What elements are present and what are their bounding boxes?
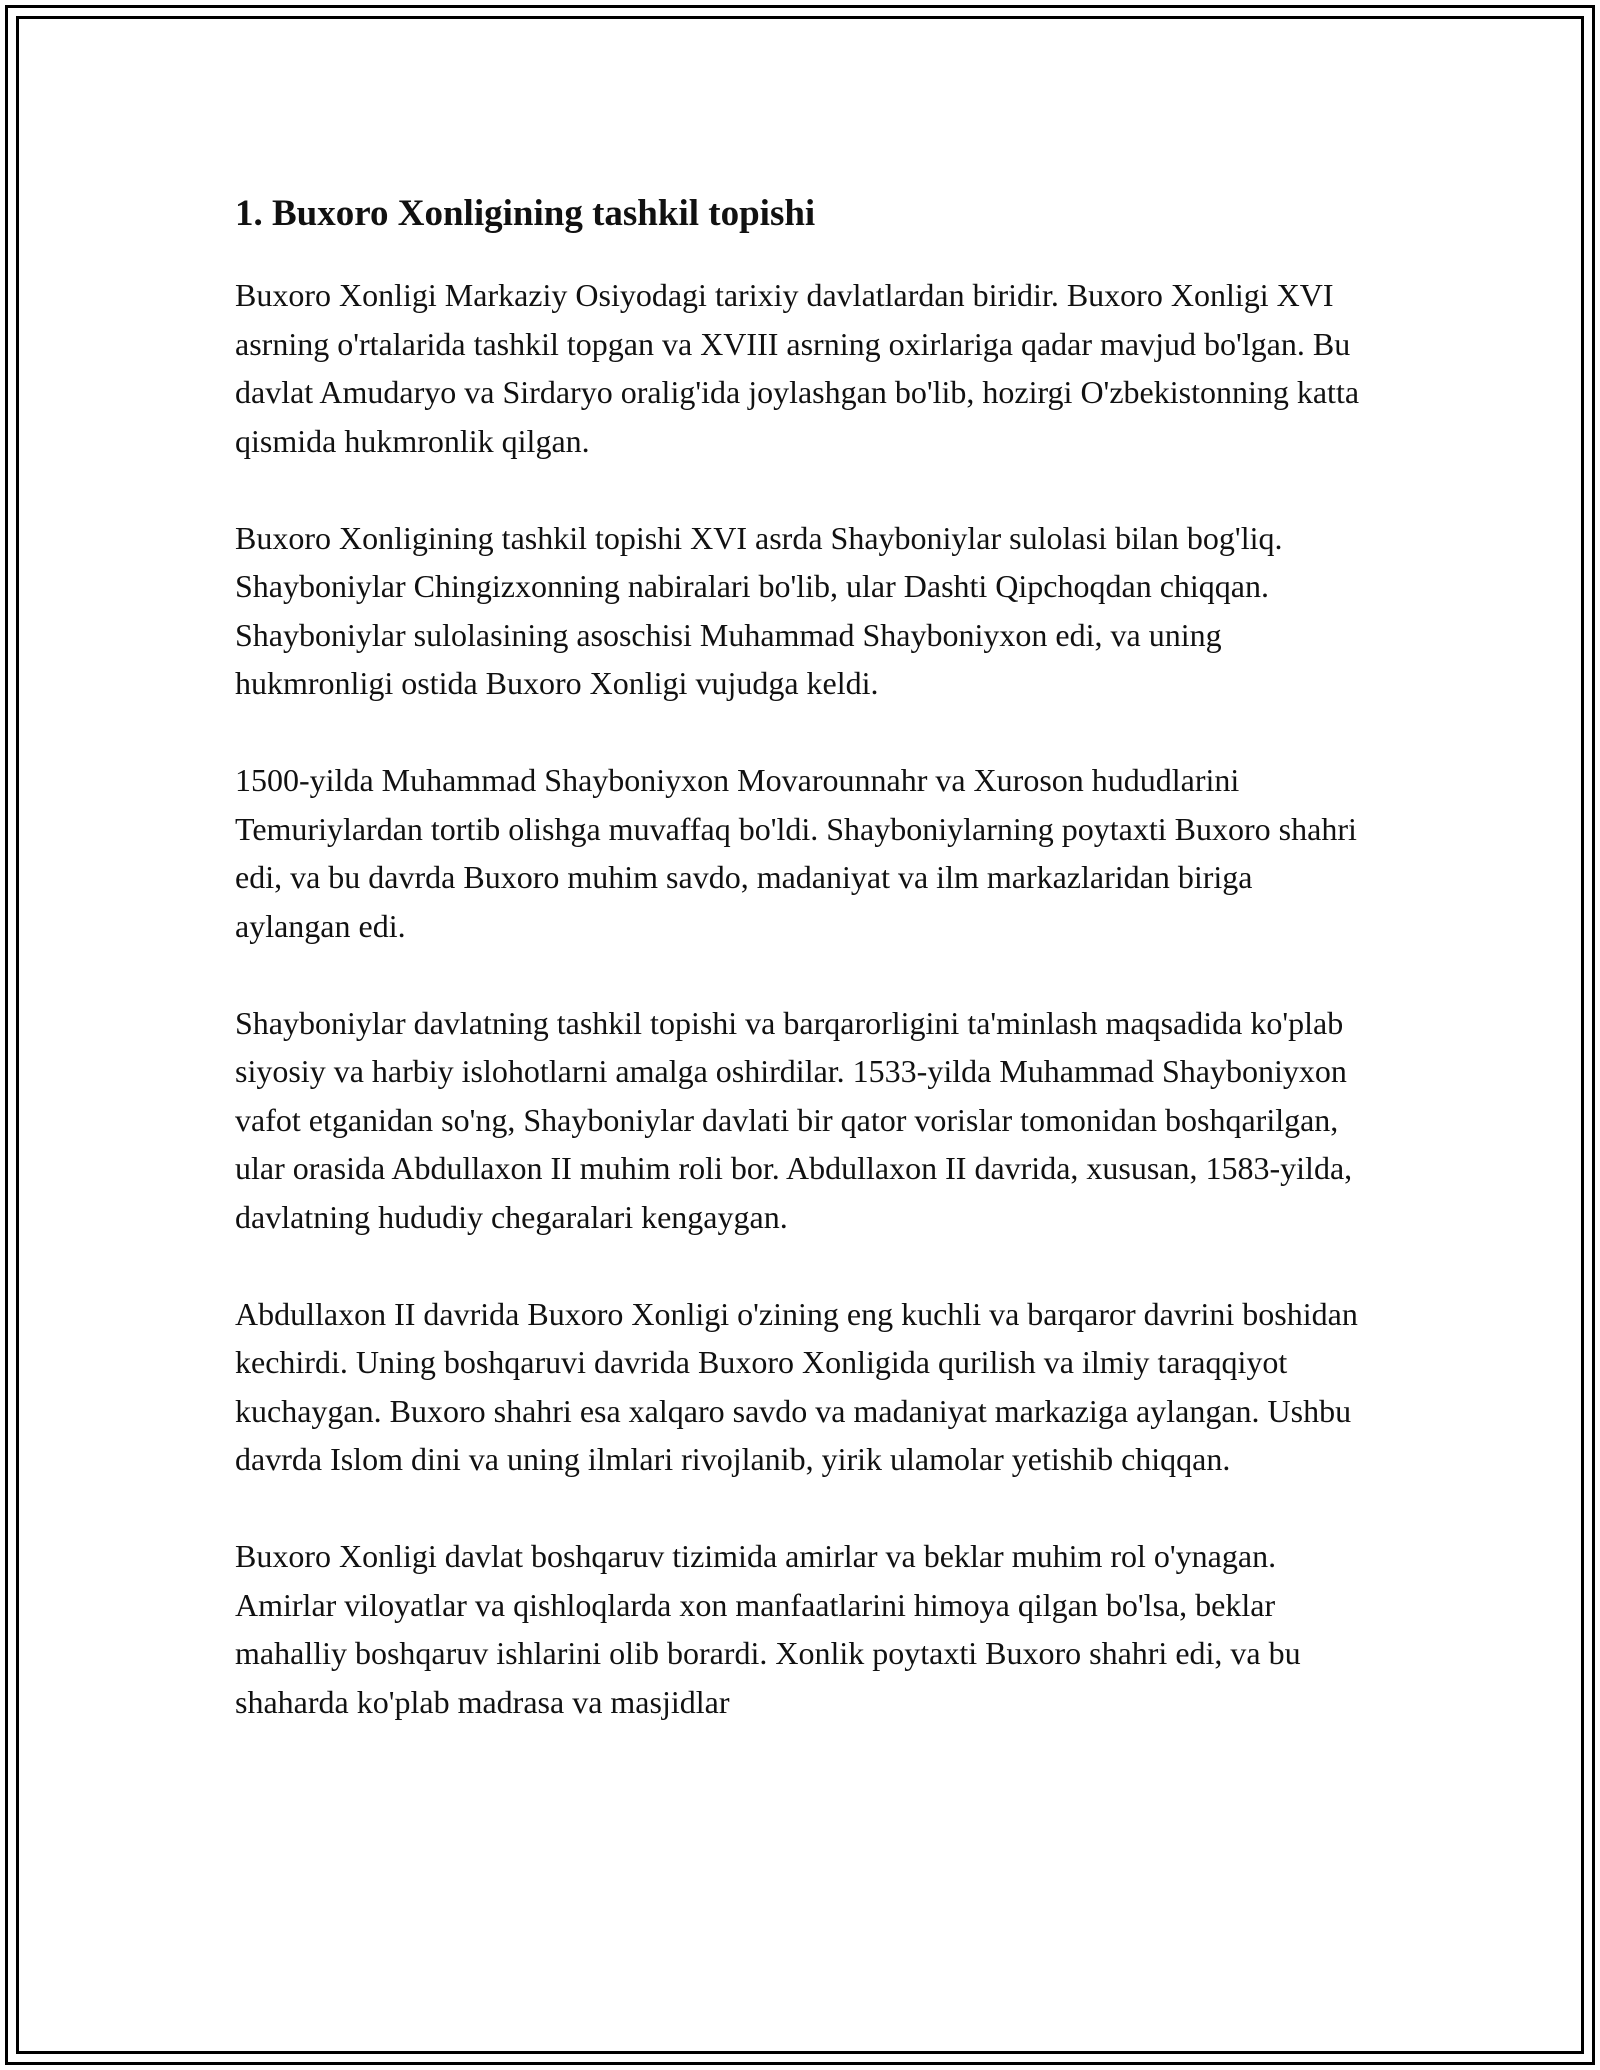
paragraph-1: Buxoro Xonligi Markaziy Osiyodagi tarixiy davlatlardan biridir. Buxoro Xonligi XVI asrning o'rtalarida tashkil topgan va XVIII asrning oxirlariga qadar mavjud bo'lgan. Bu davlat Amudaryo va Sirdaryo oralig'ida joylashgan bo'lib, hozirgi O'zbekistonning katta qismida hukmronlik qilgan.	[235, 277, 1360, 459]
paragraph-5: Abdullaxon II davrida Buxoro Xonligi o'zining eng kuchli va barqaror davrini boshidan kechirdi. Uning boshqaruvi davrida Buxoro Xonligida qurilish va ilmiy taraqqiyot kuchaygan. Buxoro shahri esa xalqaro savdo va madaniyat markaziga aylangan. Ushbu davrda Islom dini va uning ilmlari rivojlanib, yirik ulamolar yetishib chiqqan.	[235, 1295, 1358, 1477]
paragraph-6: Buxoro Xonligi davlat boshqaruv tizimida amirlar va beklar muhim rol o'ynagan. Amirlar viloyatlar va qishloqlarda xon manfaatlarini himoya qilgan bo'lsa, beklar mahalliy boshqaruv ishlarini olib borardi. Xonlik poytaxti Buxoro shahri edi, va bu shaharda ko'plab madrasa va masjidlar	[235, 1538, 1301, 1720]
paragraph-4: Shayboniylar davlatning tashkil topishi va barqarorligini ta'minlash maqsadida ko'plab siyosiy va harbiy islohotlarni amalga oshirdilar. 1533-yilda Muhammad Shayboniyxon vafot etganidan so'ng, Shayboniylar davlati bir qator vorislar tomonidan boshqarilgan, ular orasida Abdullaxon II muhim roli bor. Abdullaxon II davrida, xususan, 1583-yilda, davlatning hududiy chegaralari kengaygan.	[235, 1004, 1353, 1235]
paragraph-2: Buxoro Xonligining tashkil topishi XVI asrda Shayboniylar sulolasi bilan bog'liq. Shayboniylar Chingizxonning nabiralari bo'lib, ular Dashti Qipchoqdan chiqqan. Shayboniylar sulolasining asoschisi Muhammad Shayboniyxon edi, va uning hukmronligi ostida Buxoro Xonligi vujudga keldi.	[235, 519, 1283, 701]
paragraph-3: 1500-yilda Muhammad Shayboniyxon Movarounnahr va Xuroson hududlarini Temuriylardan tortib olishga muvaffaq bo'ldi. Shayboniylarning poytaxti Buxoro shahri edi, va bu davrda Buxoro muhim savdo, madaniyat va ilm markazlaridan biriga aylangan edi.	[235, 762, 1357, 944]
section-heading: 1. Buxoro Xonligining tashkil topishi	[235, 193, 816, 234]
document-body	[235, 185, 1375, 1775]
